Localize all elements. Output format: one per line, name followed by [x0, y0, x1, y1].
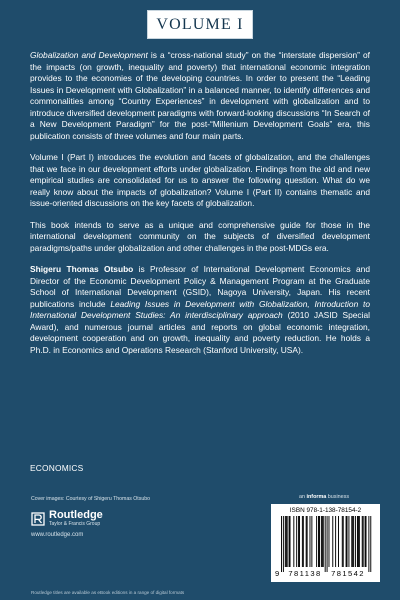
barcode-bar	[299, 516, 300, 567]
barcode-bar	[329, 516, 330, 567]
informa-suffix: business	[327, 494, 350, 500]
barcode-bar	[316, 516, 317, 567]
barcode-bar	[335, 516, 336, 567]
barcode-bar	[302, 516, 303, 567]
isbn-barcode	[271, 504, 380, 582]
barcode-bar	[311, 516, 312, 567]
barcode-bar	[303, 516, 304, 567]
intro-text: is a “cross-national study” on the “interstate dispersion” of the impacts (on growth, inequality and poverty) that international economic integration provides to the economies of the developing countries. In order to present the “Leading Issues in Development with Globalization” in a balanced manner, to identify differences and commonalities among “Country Experiences” in development with globalization and to introduce diversified development paradigms with forward-looking discussions “In Search of a New Development Paradigm” for the post-“Millenium Development Goals” era, this publication consists of three volumes and four main parts.	[30, 50, 370, 141]
barcode-bar	[362, 516, 363, 567]
ebook-note: Routledge titles are available as eBook editions in a range of digital formats	[31, 590, 185, 595]
barcode-bar	[322, 516, 323, 567]
routledge-logo	[31, 510, 103, 528]
barcode-bar	[355, 516, 356, 567]
barcode-bar	[298, 516, 299, 567]
barcode-bar	[348, 516, 349, 567]
informa-logo	[299, 494, 349, 500]
publisher-footer	[0, 490, 400, 600]
barcode-bar	[343, 516, 344, 567]
barcode-bar	[289, 516, 290, 567]
barcode-bar	[351, 516, 352, 567]
barcode-bar	[323, 516, 324, 567]
barcode-bar	[321, 516, 322, 567]
author-books: Leading Issues in Development with Globalization, Introduction to International Development Studies: An interdisciplinary approach	[30, 298, 370, 320]
informa-brand: informa	[306, 494, 327, 500]
barcode-bar	[332, 516, 333, 567]
barcode-bar	[346, 516, 347, 567]
barcode-bar	[342, 516, 343, 567]
author-paragraph	[30, 264, 370, 356]
barcode-bar	[287, 516, 288, 567]
barcode-bar	[293, 516, 294, 567]
barcode-digit-lead: 9	[275, 569, 280, 578]
barcode-bar	[338, 516, 339, 567]
barcode-bar	[347, 516, 348, 567]
barcode-bar	[290, 516, 291, 567]
barcode-bar	[318, 516, 319, 567]
barcode-bar	[310, 516, 311, 567]
barcode-bar	[365, 516, 366, 567]
barcode-digits-right: 781542	[331, 569, 365, 578]
barcode-bar	[286, 516, 287, 567]
author-text-2: (2010 JASID Special Award), and numerous journal articles and reports on global economic integration, development cooperation and on growth, inequality and poverty reduction. He holds a Ph.D. in Economics and Operations Research (Stanford University, USA).	[30, 310, 370, 355]
author-text-1: is Professor of International Development Economics and Director of the Economic Development Policy & Management Program at the Graduate School of International Development (GSID), Nagoya University, Japan. His recent publications include	[30, 264, 370, 309]
barcode-digits-left: 781138	[288, 569, 322, 578]
volume-paragraph: Volume I (Part I) introduces the evolution and facets of globalization, and the challenges that we face in our development efforts under globalization. Findings from the old and new empirical studies are consolidated for us to answer the following question. What do we really know about the impacts of globalization? Volume I (Part II) contains thematic and issue-oriented discussions on the key facets of globalization.	[30, 152, 370, 208]
barcode-bar	[319, 516, 320, 567]
publisher-name: Routledge	[49, 509, 103, 521]
back-cover-blurb	[30, 50, 370, 366]
barcode-bar	[296, 516, 297, 567]
author-name: Shigeru Thomas Otsubo	[30, 264, 134, 274]
barcode-bar	[307, 516, 308, 567]
routledge-mark-icon	[31, 512, 45, 526]
intro-paragraph	[30, 50, 370, 142]
book-title: Globalization and Development	[30, 50, 148, 60]
isbn-label: ISBN 978-1-138-78154-2	[289, 507, 362, 514]
barcode-bar	[285, 516, 286, 567]
volume-label: VOLUME I	[156, 15, 244, 33]
barcode-bar	[352, 516, 353, 567]
barcode-bar	[358, 516, 359, 567]
publisher-group: Taylor & Francis Group	[49, 521, 101, 527]
barcode-bar	[283, 516, 284, 572]
barcode-bar	[281, 516, 282, 572]
barcode-bar	[368, 516, 369, 572]
barcode-bars	[281, 516, 371, 572]
barcode-bar	[366, 516, 367, 567]
barcode-bar	[359, 516, 360, 567]
cover-credit: Cover images: Courtesy of Shigeru Thomas Otsubo	[31, 496, 150, 502]
barcode-bar	[363, 516, 364, 567]
barcode-bar	[325, 516, 326, 572]
subject-category: ECONOMICS	[30, 463, 84, 473]
informa-prefix: an	[299, 494, 305, 500]
barcode-bar	[327, 516, 328, 572]
barcode-bar	[370, 516, 371, 572]
barcode-bar	[357, 516, 358, 567]
publisher-url: www.routledge.com	[31, 532, 84, 538]
barcode-bar	[306, 516, 307, 567]
guide-paragraph: This book intends to serve as a unique and comprehensive guide for those in the international development community on the subjects of diversified development paradigms/paths under globalization and other challenges in the post-MDGs era.	[30, 219, 370, 253]
volume-label-box	[147, 10, 253, 39]
barcode-graphic	[275, 516, 376, 578]
barcode-bar	[353, 516, 354, 567]
